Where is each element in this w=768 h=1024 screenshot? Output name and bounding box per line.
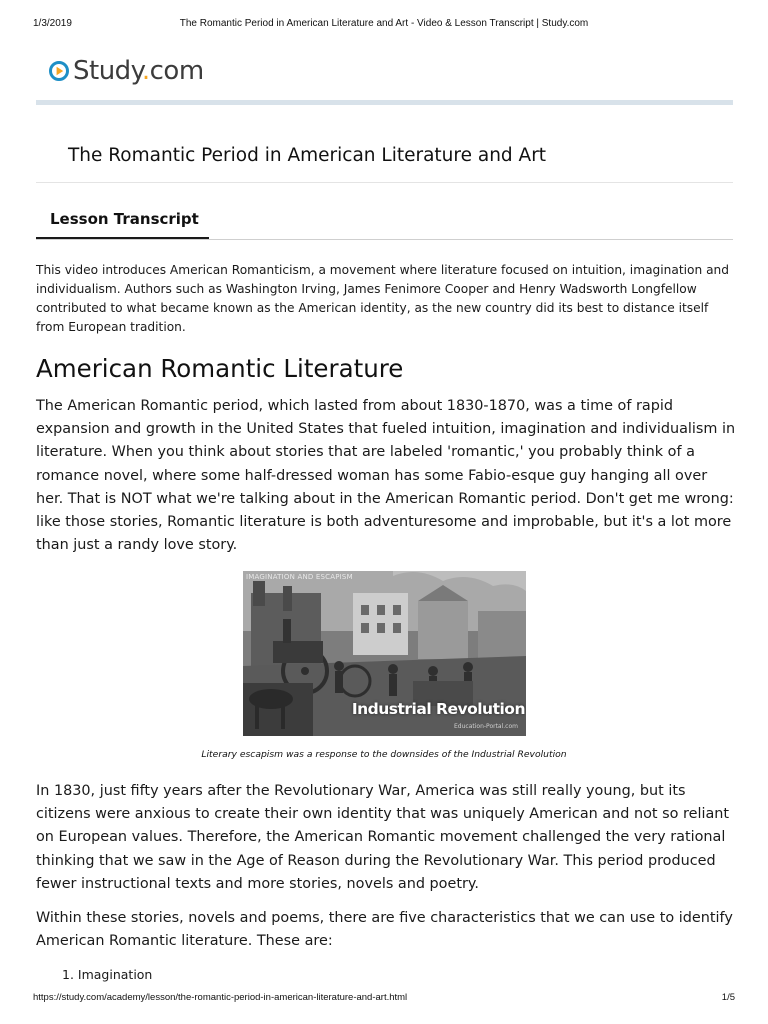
print-footer — [33, 992, 735, 1006]
print-title: The Romantic Period in American Literature and Art - Video & Lesson Transcript | Study.com — [179, 18, 589, 29]
page-title: The Romantic Period in American Literature and Art — [68, 145, 547, 166]
lesson-summary: This video introduces American Romanticism, a movement where literature focused on intuition, imagination and individualism. Authors such as Washington Irving, James Fenimore Cooper and Henry Wadsworth Longfellow contributed to what became known as the American identity, as the new country did its best to distance itself from European tradition. — [36, 263, 729, 334]
play-circle-icon — [48, 60, 70, 82]
body-paragraph: Within these stories, novels and poems, there are five characteristics that we can use to identify American Romantic literature. These are: — [36, 910, 733, 950]
characteristics-list — [36, 967, 152, 982]
logo-dot: . — [141, 56, 150, 86]
study-logo[interactable] — [48, 54, 204, 88]
header-divider — [36, 100, 733, 105]
figure-label: IMAGINATION AND ESCAPISM — [246, 573, 353, 581]
print-url: https://study.com/academy/lesson/the-romantic-period-in-american-literature-and-art.html — [33, 992, 408, 1003]
industrial-revolution-image — [243, 571, 526, 736]
body-paragraph: In 1830, just fifty years after the Revolutionary War, America was still really young, but its citizens were anxious to create their own identity that was uniquely American and not so reliant on European values. Therefore, the American Romantic movement challenged the very rational thinking that we saw in the Age of Reason during the Revolutionary War. This period produced fewer instructional texts and more stories, novels and poetry. — [36, 783, 730, 892]
print-page-number: 1/5 — [721, 992, 735, 1003]
figure-watermark: Education-Portal.com — [454, 723, 518, 730]
logo-name: Study — [73, 56, 142, 86]
tab-divider — [36, 239, 733, 240]
tab-lesson-transcript[interactable] — [36, 206, 209, 240]
logo-tld: com — [149, 56, 204, 86]
title-divider — [36, 182, 733, 183]
figure-overlay-title: Industrial Revolution — [351, 700, 525, 718]
figure-caption: Literary escapism was a response to the downsides of the Industrial Revolution — [201, 749, 567, 760]
print-header — [33, 18, 735, 32]
logo-wordmark — [73, 56, 204, 86]
body-paragraph: The American Romantic period, which lasted from about 1830-1870, was a time of rapid expansion and growth in the United States that fueled intuition, imagination and individualism in literature. When you think about stories that are labeled 'romantic,' you probably think of a romance novel, where some half-dressed woman has some Fabio-esque guy hanging all over her. That is NOT what we're talking about in the American Romantic period. Don't get me wrong: like those stories, Romantic literature is both adventuresome and improbable, but it's a lot more than just a randy love story. — [36, 398, 736, 554]
section-heading: American Romantic Literature — [36, 354, 404, 383]
print-date: 1/3/2019 — [33, 18, 72, 29]
tab-label: Lesson Transcript — [50, 210, 199, 228]
list-item: 1. Imagination — [62, 967, 153, 982]
